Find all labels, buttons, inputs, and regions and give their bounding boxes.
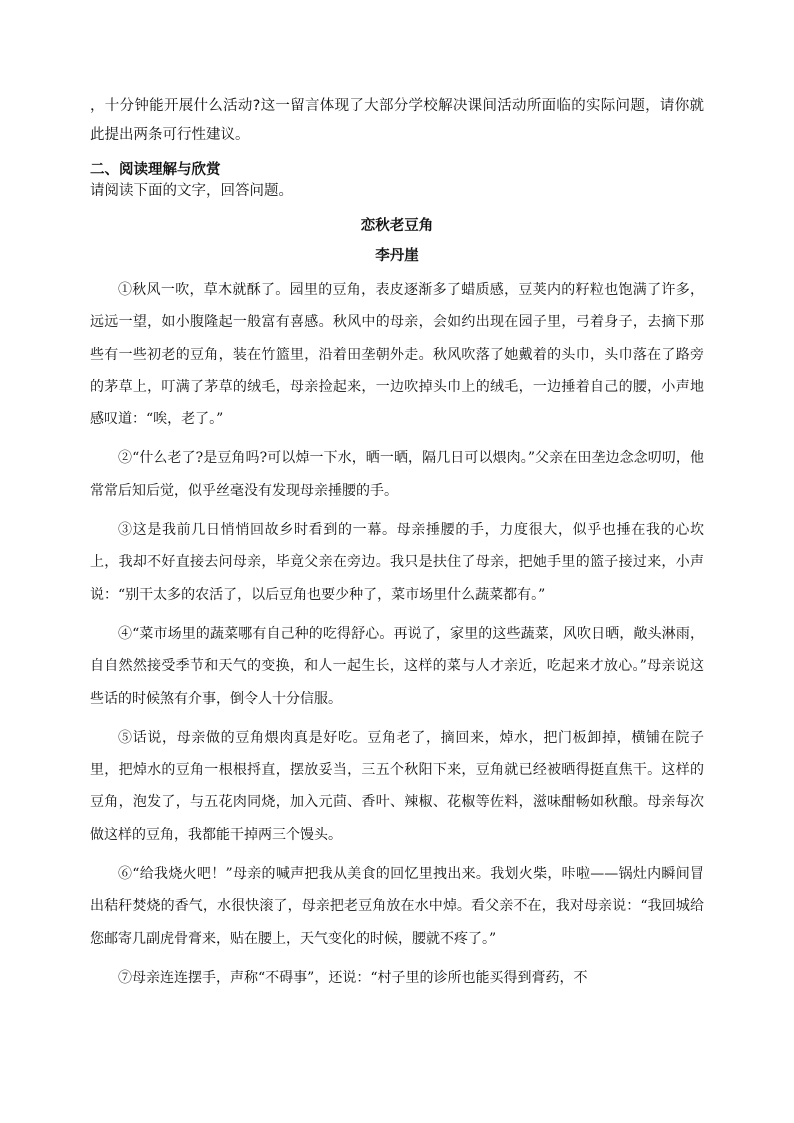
- article-paragraph-1: ①秋风一吹，草木就酥了。园里的豆角，表皮逐渐多了蜡质感，豆荚内的籽粒也饱满了许多，远远一望，如小腹隆起一般富有喜感。秋风中的母亲，会如约出现在园子里，弓着身子，去摘下那些有一些初老的豆角，装在竹篮里，沿着田垄朝外走。秋风吹落了她戴着的头巾，头巾落在了路旁的茅草上，叮满了茅草的绒毛，母亲捡起来，一边吹掉头巾上的绒毛，一边捶着自己的腰，小声地感叹道：“唉，老了。”: [90, 282, 704, 428]
- article-body: [90, 274, 704, 1001]
- reading-instruction: 请阅读下面的文字，回答问题。: [90, 183, 293, 199]
- article-paragraph-7: ⑦母亲连连摆手，声称“不碍事”，还说：“村子里的诊所也能买得到膏药，不: [118, 969, 588, 986]
- article-paragraph-4: ④“菜市场里的蔬菜哪有自己种的吃得舒心。再说了，家里的这些蔬菜，风吹日晒，敞头淋雨，自自然然接受季节和天气的变换，和人一起生长，这样的菜与人才亲近，吃起来才放心。”母亲说这些话的时候煞有介事，倒令人十分信服。: [90, 625, 704, 707]
- article-paragraph-3: ③这是我前几日悄悄回故乡时看到的一幕。母亲捶腰的手，力度很大，似乎也捶在我的心坎上，我却不好直接去问母亲，毕竟父亲在旁边。我只是扶住了母亲，把她手里的篮子接过来，小声说：“别干太多的农活了，以后豆角也要少种了，菜市场里什么蔬菜都有。”: [90, 522, 704, 603]
- article-title: 恋秋老豆角: [360, 217, 434, 234]
- article-paragraph-5: ⑤话说，母亲做的豆角煨肉真是好吃。豆角老了，摘回来，焯水，把门板卸掉，横铺在院子里，把焯水的豆角一根根捋直，摆放妥当，三五个秋阳下来，豆角就已经被晒得挺直焦干。这样的豆角，泡发了，与五花肉同烧，加入元茴、香叶、辣椒、花椒等佐料，滋味酣畅如秋酿。母亲每次做这样的豆角，我都能干掉两三个馒头。: [90, 729, 704, 843]
- article-paragraph-2: ②“什么老了?是豆角吗?可以焯一下水，晒一晒，隔几日可以煨肉。”父亲在田垄边念念叨叨，他常常后知后觉，似乎丝毫没有发现母亲捶腰的手。: [90, 450, 704, 499]
- section-heading: 二、阅读理解与欣赏: [90, 162, 221, 178]
- article-paragraph-6: ⑥“给我烧火吧！”母亲的喊声把我从美食的回忆里拽出来。我划火柴，咔啦——锅灶内瞬间冒出秸秆焚烧的香气，水很快滚了，母亲把老豆角放在水中焯。看父亲不在，我对母亲说：“我回城给您邮寄几副虎骨膏来，贴在腰上，天气变化的时候，腰就不疼了。”: [90, 866, 704, 947]
- intro-paragraph: ，十分钟能开展什么活动?这一留言体现了大部分学校解决课间活动所面临的实际问题，请你就此提出两条可行性建议。: [90, 98, 704, 143]
- article-author: 李丹崖: [375, 247, 419, 264]
